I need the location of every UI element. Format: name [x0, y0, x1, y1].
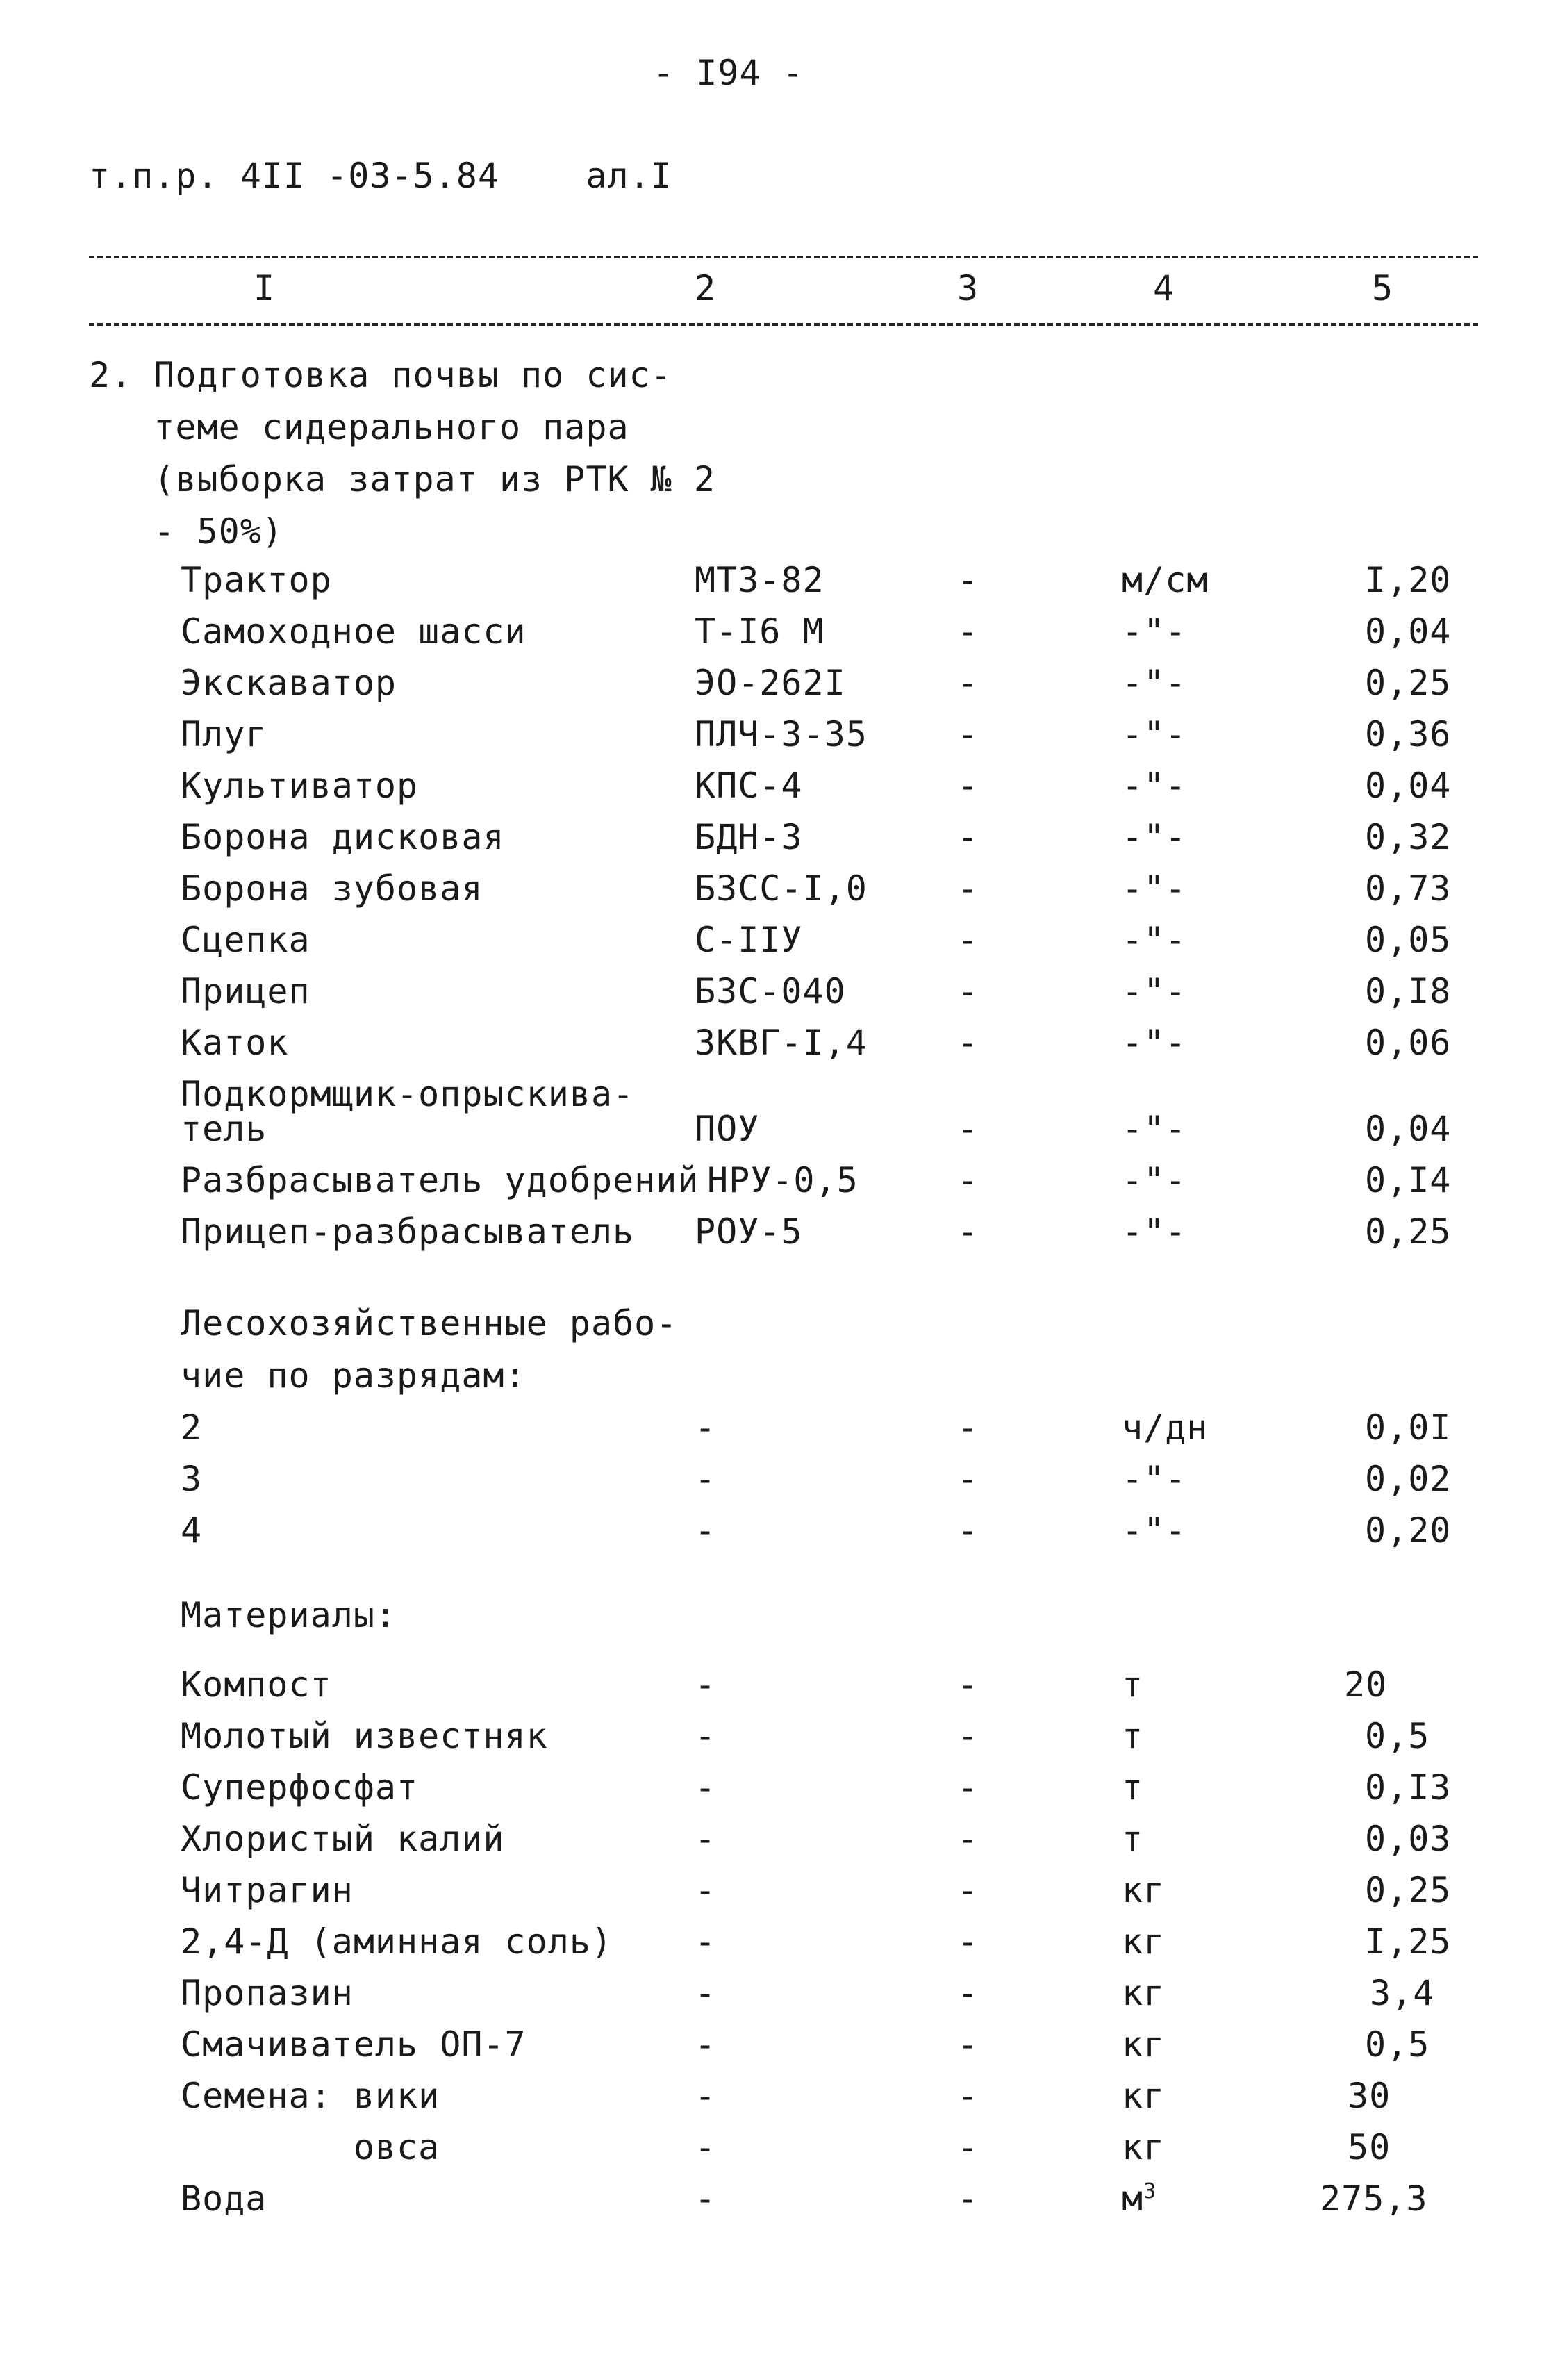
row-unit: -"- [1122, 663, 1187, 703]
row-name: Пропазин [181, 1973, 354, 2013]
section-title-line: 2. Подготовка почвы по сис- [89, 355, 672, 395]
row-unit: т [1122, 1819, 1144, 1859]
row-value: 0,04 [1365, 611, 1452, 652]
row-unit: кг [1122, 2076, 1166, 2116]
row-value: 0,I8 [1365, 971, 1452, 1011]
row-value: I,20 [1365, 560, 1452, 600]
row-value: 0,02 [1365, 1459, 1452, 1499]
row-value: 0,05 [1365, 920, 1452, 960]
row-col3: - [957, 1510, 979, 1551]
row-value: 50 [1348, 2127, 1391, 2167]
row-name: Разбрасыватель удобрений [181, 1160, 699, 1200]
row-col3: - [957, 663, 979, 703]
row-name: Борона дисковая [181, 817, 505, 857]
row-value: 0,I3 [1365, 1767, 1452, 1808]
row-name: 2,4-Д (аминная соль) [181, 1922, 613, 1962]
row-col2: - [695, 1870, 717, 1910]
row-value: 0,25 [1365, 1870, 1452, 1910]
row-col3: - [957, 766, 979, 806]
header-reference: т.п.р. 4II -03-5.84 ал.I [89, 156, 672, 196]
row-value: 0,5 [1365, 2024, 1430, 2065]
row-name: Прицеп [181, 971, 310, 1011]
row-col3: - [957, 714, 979, 754]
workers-title-continued: чие по разрядам: [181, 1355, 527, 1396]
header-top-divider [89, 256, 1478, 258]
row-value: 0,32 [1365, 817, 1452, 857]
row-value: I,25 [1365, 1922, 1452, 1962]
row-brand: Т-I6 М [695, 611, 824, 652]
unit-superscript: 3 [1143, 2179, 1157, 2204]
row-name: Каток [181, 1023, 289, 1063]
row-col3: - [957, 2179, 979, 2219]
row-unit: т [1122, 1664, 1144, 1705]
row-value: 0,20 [1365, 1510, 1452, 1551]
row-unit: -"- [1122, 611, 1187, 652]
row-unit: -"- [1122, 714, 1187, 754]
row-col3: - [957, 1767, 979, 1808]
row-unit: т [1122, 1716, 1144, 1756]
row-value: 0,06 [1365, 1023, 1452, 1063]
column-header-5: 5 [1372, 268, 1394, 308]
row-name: Читрагин [181, 1870, 354, 1910]
row-unit [1122, 2179, 1157, 2219]
row-col2: - [695, 1922, 717, 1962]
row-name: Культиватор [181, 766, 419, 806]
row-name: Прицеп-разбрасыватель [181, 1212, 635, 1252]
row-col3: - [957, 1922, 979, 1962]
row-col3: - [957, 611, 979, 652]
row-value: 0,73 [1365, 868, 1452, 909]
materials-title: Материалы: [181, 1595, 397, 1635]
section-title-line: теме сидерального пара [89, 407, 629, 447]
row-col3: - [957, 560, 979, 600]
row-col2: - [695, 2024, 717, 2065]
row-brand: КПС-4 [695, 766, 803, 806]
row-col2: - [695, 1767, 717, 1808]
row-value: 0,04 [1365, 766, 1452, 806]
row-unit: кг [1122, 1870, 1166, 1910]
row-col3: - [957, 1160, 979, 1200]
row-col3: - [957, 1459, 979, 1499]
row-value: 0,0I [1365, 1407, 1452, 1448]
row-name: Борона зубовая [181, 868, 483, 909]
row-name: Трактор [181, 560, 332, 600]
header-bottom-divider [89, 323, 1478, 326]
row-col3: - [957, 1109, 979, 1149]
row-value: 3,4 [1370, 1973, 1435, 2013]
row-brand: БЗСС-I,0 [695, 868, 868, 909]
row-brand: ЭО-262I [695, 663, 846, 703]
row-col2: - [695, 2127, 717, 2167]
row-col3: - [957, 971, 979, 1011]
row-unit: -"- [1122, 766, 1187, 806]
row-value: 30 [1348, 2076, 1391, 2116]
row-col3: - [957, 1407, 979, 1448]
row-brand: БЗС-040 [695, 971, 846, 1011]
row-unit: -"- [1122, 1212, 1187, 1252]
row-col2: - [695, 1407, 717, 1448]
row-name: 3 [181, 1459, 203, 1499]
section-title-line: (выборка затрат из РТК № 2 [89, 459, 715, 499]
row-col3: - [957, 868, 979, 909]
row-unit: -"- [1122, 1160, 1187, 1200]
row-name: Молотый известняк [181, 1716, 548, 1756]
row-name: Хлористый калий [181, 1819, 505, 1859]
row-col2: - [695, 1716, 717, 1756]
row-col2: - [695, 1510, 717, 1551]
row-name: Суперфосфат [181, 1767, 419, 1808]
row-col2: - [695, 2179, 717, 2219]
unit-base: м [1122, 2179, 1144, 2219]
row-name: Смачиватель ОП-7 [181, 2024, 527, 2065]
row-col3: - [957, 1973, 979, 2013]
row-value: 0,5 [1365, 1716, 1430, 1756]
row-name: Вода [181, 2179, 267, 2219]
row-col3: - [957, 1716, 979, 1756]
row-unit: -"- [1122, 1510, 1187, 1551]
row-unit: м/см [1122, 560, 1209, 600]
row-col3: - [957, 1819, 979, 1859]
row-name: Экскаватор [181, 663, 397, 703]
column-header-2: 2 [695, 268, 717, 308]
row-col2: - [695, 1459, 717, 1499]
row-value: 0,36 [1365, 714, 1452, 754]
row-name: Сцепка [181, 920, 310, 960]
row-col3: - [957, 920, 979, 960]
row-unit: -"- [1122, 1109, 1187, 1149]
row-value: 0,03 [1365, 1819, 1452, 1859]
row-brand: ПОУ [695, 1109, 760, 1149]
row-unit: -"- [1122, 971, 1187, 1011]
column-header-1: I [254, 268, 276, 308]
row-col3: - [957, 1212, 979, 1252]
row-unit: -"- [1122, 1023, 1187, 1063]
row-brand: РОУ-5 [695, 1212, 803, 1252]
workers-title: Лесохозяйственные рабо- [181, 1303, 678, 1344]
row-name: Компост [181, 1664, 332, 1705]
row-brand: ЗКВГ-I,4 [695, 1023, 868, 1063]
row-name: Самоходное шасси [181, 611, 527, 652]
row-col2: - [695, 1664, 717, 1705]
row-col3: - [957, 1023, 979, 1063]
row-col3: - [957, 1664, 979, 1705]
row-col3: - [957, 2024, 979, 2065]
row-col3: - [957, 1870, 979, 1910]
row-value: 0,25 [1365, 663, 1452, 703]
row-name: овса [181, 2127, 440, 2167]
row-value: 0,25 [1365, 1212, 1452, 1252]
row-brand: МТЗ-82 [695, 560, 824, 600]
row-value: 20 [1344, 1664, 1388, 1705]
row-brand: ПЛЧ-3-35 [695, 714, 868, 754]
row-unit: ч/дн [1122, 1407, 1209, 1448]
column-header-3: 3 [957, 268, 979, 308]
row-unit: -"- [1122, 1459, 1187, 1499]
row-unit: -"- [1122, 817, 1187, 857]
row-col3: - [957, 2076, 979, 2116]
row-brand: С-IIУ [695, 920, 803, 960]
row-unit: -"- [1122, 920, 1187, 960]
page-number: - I94 - [653, 53, 804, 93]
row-unit: кг [1122, 1973, 1166, 2013]
row-value: 0,04 [1365, 1109, 1452, 1149]
row-brand: БДН-3 [695, 817, 803, 857]
section-title-line: - 50%) [89, 511, 283, 552]
row-unit: кг [1122, 1922, 1166, 1962]
row-name: Подкормщик-опрыскива- [181, 1074, 635, 1114]
row-unit: -"- [1122, 868, 1187, 909]
row-unit: кг [1122, 2127, 1166, 2167]
row-name-continued: тель [181, 1109, 267, 1149]
row-name: 2 [181, 1407, 203, 1448]
row-col3: - [957, 2127, 979, 2167]
row-col2: - [695, 2076, 717, 2116]
row-brand: НРУ-0,5 [707, 1160, 859, 1200]
row-col2: - [695, 1973, 717, 2013]
column-header-4: 4 [1153, 268, 1175, 308]
row-name: Семена: вики [181, 2076, 440, 2116]
row-value: 275,3 [1320, 2179, 1428, 2219]
row-col3: - [957, 817, 979, 857]
row-col2: - [695, 1819, 717, 1859]
row-value: 0,I4 [1365, 1160, 1452, 1200]
row-unit: т [1122, 1767, 1144, 1808]
row-name: 4 [181, 1510, 203, 1551]
row-name: Плуг [181, 714, 267, 754]
row-unit: кг [1122, 2024, 1166, 2065]
